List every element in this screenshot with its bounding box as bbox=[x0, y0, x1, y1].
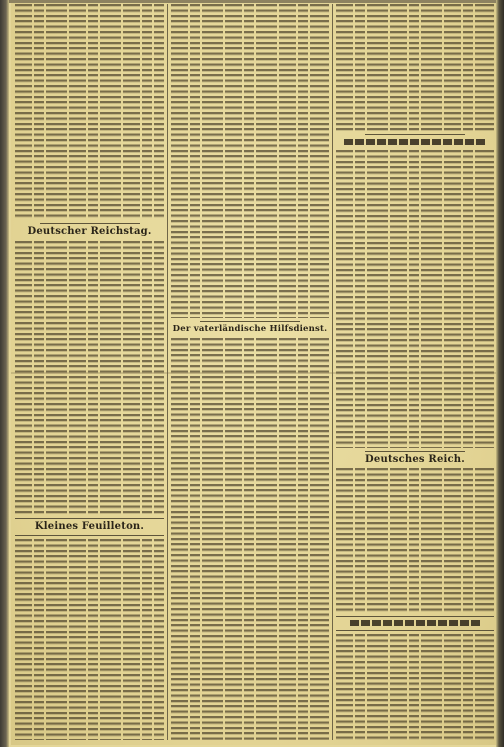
section-heading-deutsches-reich: Deutsches Reich. bbox=[365, 454, 465, 465]
section-heading-hilfsdienst: Der vaterländische Hilfsdienst. bbox=[172, 324, 328, 334]
binding-shadow-left bbox=[0, 0, 9, 747]
article-separator bbox=[336, 630, 494, 631]
paper-fold-shade bbox=[11, 372, 496, 374]
article-text-left-3 bbox=[15, 539, 164, 740]
article-headline-mark bbox=[344, 139, 486, 145]
article-text-right-4 bbox=[336, 634, 494, 740]
article-text-middle-1 bbox=[171, 4, 329, 318]
article-separator bbox=[336, 616, 494, 617]
article-text-right-1 bbox=[336, 4, 494, 131]
article-text-left-2 bbox=[15, 241, 164, 515]
article-separator bbox=[40, 223, 140, 224]
article-text-right-3 bbox=[336, 468, 494, 613]
article-separator bbox=[200, 321, 300, 322]
page-edge-right bbox=[496, 0, 504, 747]
section-heading-feuilleton: Kleines Feuilleton. bbox=[34, 521, 145, 532]
article-separator bbox=[15, 535, 164, 536]
article-separator bbox=[365, 134, 465, 135]
article-text-left-1 bbox=[15, 4, 164, 220]
article-text-middle-2 bbox=[171, 338, 329, 740]
article-headline-mark bbox=[350, 620, 482, 626]
section-heading-reichstag: Deutscher Reichstag. bbox=[27, 226, 152, 237]
article-separator bbox=[15, 518, 164, 519]
article-separator bbox=[365, 451, 465, 452]
article-text-right-2 bbox=[336, 150, 494, 448]
